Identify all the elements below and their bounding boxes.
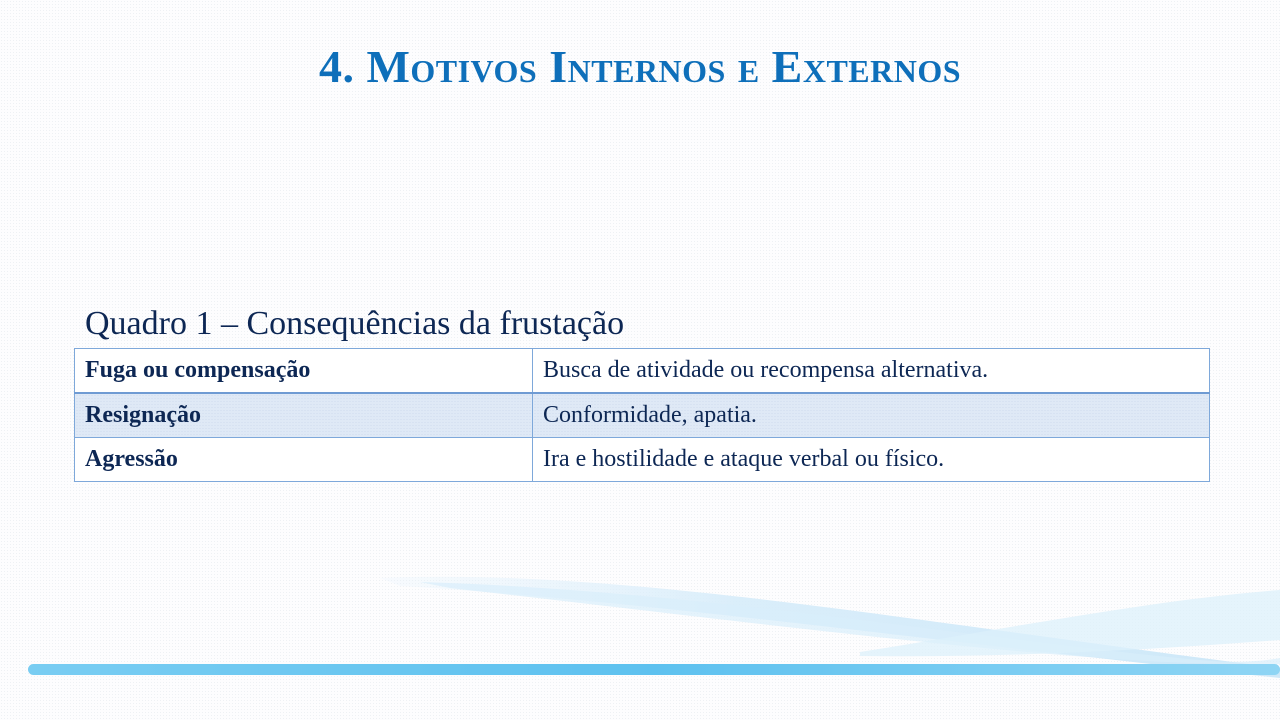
table-row — [75, 438, 1210, 482]
slide-title: 4. Motivos Internos e Externos — [318, 41, 962, 92]
decorative-swoosh — [0, 560, 1280, 720]
accent-bar — [28, 664, 1280, 675]
table-row — [75, 393, 1210, 438]
table-caption: Quadro 1 – Consequências da frustação — [85, 305, 625, 342]
frustration-consequences-table — [74, 348, 1210, 482]
term-cell: Agressão — [75, 438, 533, 482]
term-cell: Resignação — [75, 393, 533, 438]
description-cell: Busca de atividade ou recompensa alternativa. — [533, 349, 1210, 394]
table-row — [75, 349, 1210, 394]
term-cell: Fuga ou compensação — [75, 349, 533, 394]
description-cell: Ira e hostilidade e ataque verbal ou físico. — [533, 438, 1210, 482]
description-cell: Conformidade, apatia. — [533, 393, 1210, 438]
